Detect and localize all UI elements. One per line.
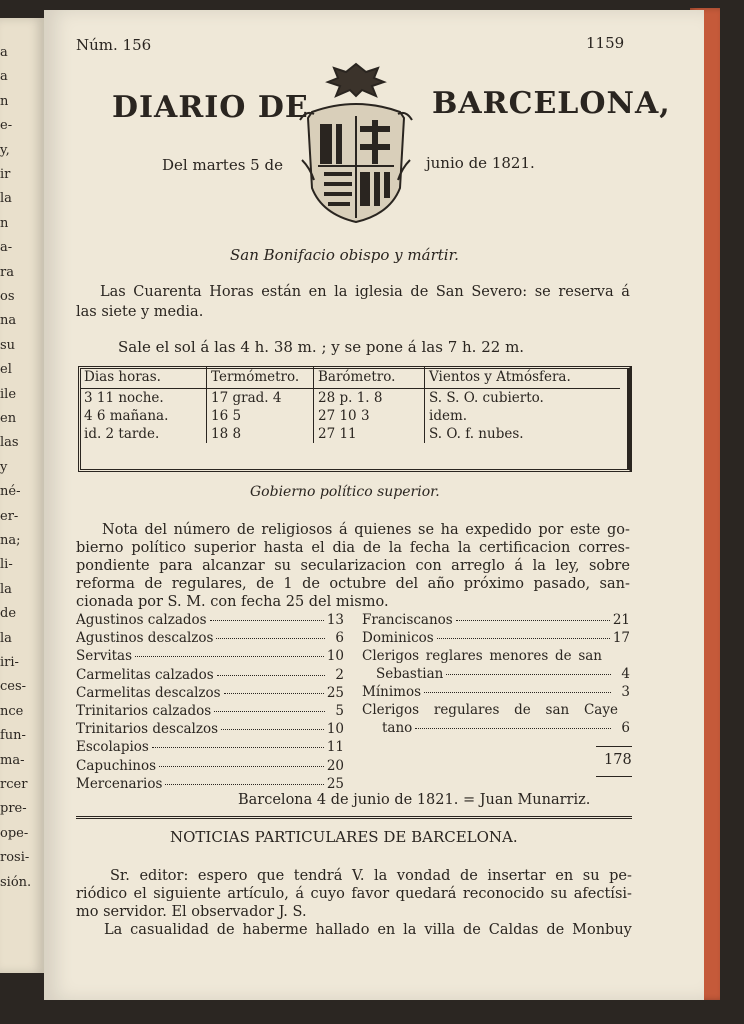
sunrise-sunset: Sale el sol á las 4 h. 38 m. ; y se pone á las 7 h. 22 m. <box>118 338 525 356</box>
page-number: 1159 <box>586 34 625 52</box>
gobierno-heading: Gobierno político superior. <box>250 484 440 500</box>
coat-of-arms-emblem <box>294 60 418 232</box>
forty-hours-line2: las siete y media. <box>76 304 204 320</box>
left-page-fragment: e- <box>0 118 13 134</box>
left-page-fragment: né- <box>0 484 21 500</box>
cell-wind: idem. <box>429 408 468 424</box>
gobierno-line-3: pondiente para alcanzar su secularizacion con arreglo á la ley, sobre <box>76 558 630 574</box>
noticias-line-3: mo servidor. El observador J. S. <box>76 904 307 920</box>
list-item: Agustinos descalzos 6 <box>76 630 344 647</box>
left-page-fragment: li- <box>0 557 13 573</box>
cell-pressure: 28 p. 1. 8 <box>314 389 425 408</box>
col-barometer: Barómetro. <box>314 366 425 389</box>
list-item: Escolapios 11 <box>76 739 344 756</box>
gobierno-line-2: bierno político superior hasta el dia de la fecha la certificacion corres- <box>76 540 630 556</box>
cell-pressure: 27 11 <box>314 425 425 443</box>
weather-table <box>80 366 620 443</box>
list-item: Carmelitas calzados 2 <box>76 666 344 683</box>
cell-time: 4 6 mañana. <box>80 407 207 425</box>
left-page-edge <box>0 18 46 973</box>
left-page-fragment: er- <box>0 508 19 524</box>
cell-temp: 16 5 <box>207 407 314 425</box>
gobierno-line-1: Nota del número de religiosos á quienes se ha expedido por este go- <box>102 522 630 538</box>
list-item-wrap: Clerigos regulares de san Caye <box>362 702 618 718</box>
sum-rule <box>596 746 632 747</box>
date-right: junio de 1821. <box>426 154 535 172</box>
noticias-heading: NOTICIAS PARTICULARES DE BARCELONA. <box>170 828 518 846</box>
left-page-fragment: pre- <box>0 801 27 817</box>
list-item: Sebastian 4 <box>376 666 630 682</box>
list-item-wrap: Clerigos reglares menores de san <box>362 648 602 664</box>
list-item: Servitas 10 <box>76 648 344 665</box>
left-page-fragment: ope- <box>0 825 29 841</box>
list-item: Franciscanos 21 <box>362 612 630 628</box>
left-page-fragment: n <box>0 215 9 231</box>
section-divider <box>76 816 632 819</box>
left-page-fragment: la <box>0 581 12 597</box>
table-row <box>80 425 620 443</box>
list-item: Dominicos 17 <box>362 630 630 646</box>
left-page-fragment: la <box>0 191 12 207</box>
list-item: Mínimos 3 <box>362 684 630 700</box>
cell-temp: 18 8 <box>207 425 314 443</box>
left-page-fragment: el <box>0 362 12 378</box>
cell-temp: 17 grad. 4 <box>207 389 314 408</box>
table-row <box>80 407 620 425</box>
left-page-fragment: en <box>0 411 17 426</box>
noticias-line-4: La casualidad de haberme hallado en la villa de Caldas de Monbuy <box>104 922 632 938</box>
left-page-fragment: ma- <box>0 752 25 768</box>
gobierno-line-4: reforma de regulares, de 1 de octubre del año próximo pasado, san- <box>76 576 630 592</box>
left-page-fragment: os <box>0 289 15 304</box>
left-page-fragment: su <box>0 337 16 353</box>
left-page-fragment: na <box>0 313 17 329</box>
left-page-fragment: y, <box>0 142 10 158</box>
left-page-fragment: rosi- <box>0 850 30 866</box>
left-page-fragment: ile <box>0 386 17 402</box>
col-days-hours: Dias horas. <box>80 366 207 389</box>
left-page-fragment: a <box>0 69 8 85</box>
noticias-line-1: Sr. editor: espero que tendrá V. la vondad de insertar en su pe- <box>110 868 632 884</box>
left-page-fragment: la <box>0 630 12 646</box>
table-row <box>80 389 620 408</box>
left-page-fragment: a <box>0 45 8 60</box>
issue-number: Núm. 156 <box>76 36 152 54</box>
title-right: BARCELONA, <box>432 86 671 121</box>
signature-line: Barcelona 4 de junio de 1821. = Juan Munarriz. <box>238 792 591 808</box>
list-item: tano 6 <box>382 720 630 736</box>
left-page-fragment: ces- <box>0 679 27 695</box>
left-page-fragment: iri- <box>0 655 19 670</box>
gobierno-line-5: cionada por S. M. con fecha 25 del mismo. <box>76 594 389 610</box>
saint-of-day: San Bonifacio obispo y mártir. <box>230 246 459 264</box>
total-count: 178 <box>604 752 632 768</box>
list-item: Trinitarios calzados 5 <box>76 703 344 719</box>
left-page-fragment: na; <box>0 533 21 548</box>
cell-time: id. 2 tarde. <box>80 425 207 443</box>
date-left: Del martes 5 de <box>162 156 283 174</box>
left-page-fragment: sión. <box>0 874 32 890</box>
left-page-fragment: a- <box>0 240 13 256</box>
left-page-fragment: fun- <box>0 728 26 744</box>
newspaper-page <box>44 10 704 1000</box>
left-page-fragment: ra <box>0 264 14 280</box>
left-page-fragment: n <box>0 93 9 109</box>
col-thermometer: Termómetro. <box>207 366 314 389</box>
list-item: Trinitarios descalzos 10 <box>76 721 344 738</box>
list-item: Agustinos calzados 13 <box>76 612 344 628</box>
left-page-fragment: nce <box>0 703 24 719</box>
sum-rule-bottom <box>596 776 632 777</box>
list-item: Mercenarios 25 <box>76 775 344 792</box>
left-page-fragment: ir <box>0 167 11 182</box>
left-page-fragment: de <box>0 606 17 622</box>
list-item: Carmelitas descalzos 25 <box>76 684 344 701</box>
left-page-fragment: y <box>0 459 8 475</box>
col-winds: Vientos y Atmósfera. <box>425 366 621 389</box>
cell-wind: S. O. f. nubes. <box>429 426 524 442</box>
noticias-line-2: riódico el siguiente artículo, á cuyo favor quedará reconocido su afectísi- <box>76 886 632 902</box>
forty-hours-line1: Las Cuarenta Horas están en la iglesia de San Severo: se reserva á <box>100 284 630 300</box>
list-item: Capuchinos 20 <box>76 757 344 774</box>
left-page-fragment: rcer <box>0 777 28 792</box>
cell-wind: S. S. O. cubierto. <box>429 390 544 406</box>
cell-time: 3 11 noche. <box>80 389 207 408</box>
cell-pressure: 27 10 3 <box>314 407 425 425</box>
title-left: DIARIO DE <box>112 90 309 125</box>
left-page-fragment: las <box>0 435 19 451</box>
